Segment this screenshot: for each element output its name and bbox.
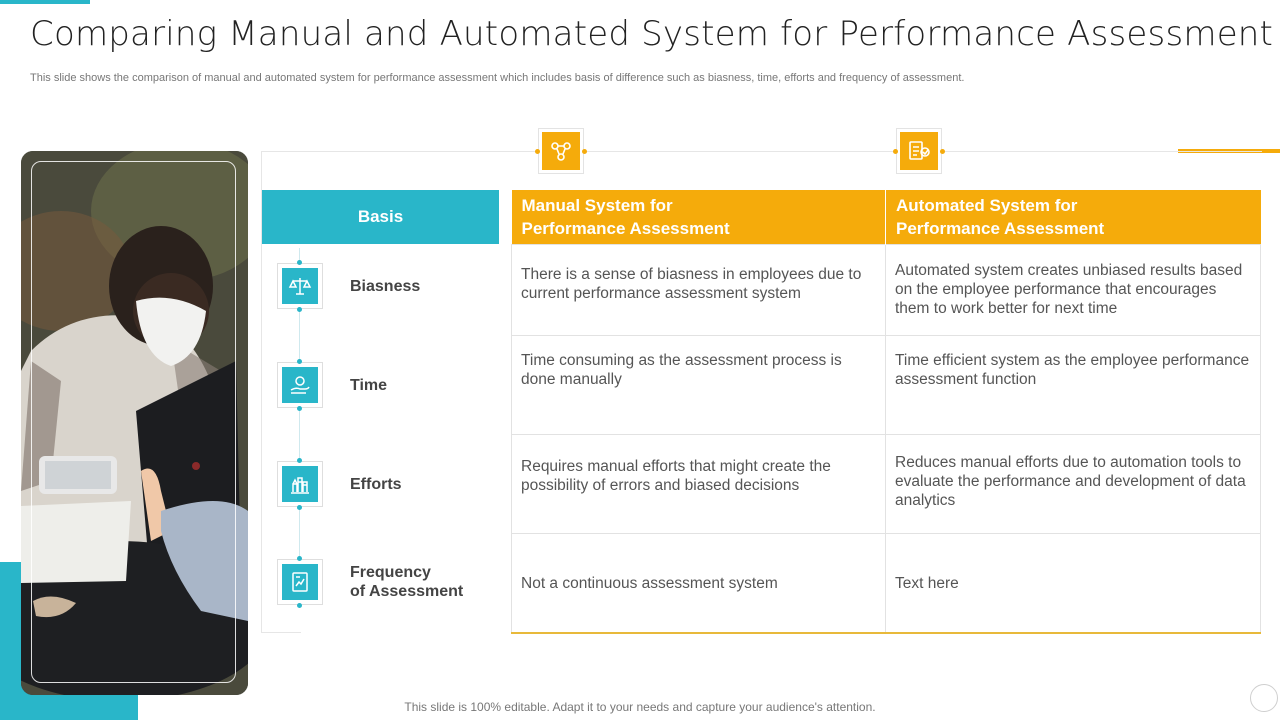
table-row	[512, 435, 1261, 534]
connector-dot	[582, 149, 587, 154]
table-row	[512, 245, 1261, 336]
scale-icon	[277, 263, 323, 309]
page-subtitle: This slide shows the comparison of manual and automated system for performance assessment which includes basis of difference such as biasness, time, efforts and frequency of assessment.	[30, 72, 965, 84]
connector-dot	[535, 149, 540, 154]
comparison-table	[511, 190, 1261, 634]
corner-circle-icon	[1250, 684, 1278, 712]
connector-dot	[893, 149, 898, 154]
hand-coin-icon	[277, 362, 323, 408]
report-icon	[277, 559, 323, 605]
automated-cell: Automated system creates unbiased results based on the employee performance that encourages them to work better for next time	[886, 245, 1261, 336]
manual-cell: Not a continuous assessment system	[512, 534, 886, 633]
timeline-dot	[297, 260, 302, 265]
automated-cell: Time efficient system as the employee performance assessment function	[886, 336, 1261, 435]
basis-label-frequency: Frequency of Assessment	[350, 564, 464, 600]
basis-label-biasness: Biasness	[350, 278, 421, 295]
basis-label-time: Time	[350, 377, 388, 394]
footer-note: This slide is 100% editable. Adapt it to your needs and capture your audience's attention.	[404, 700, 876, 714]
top-accent-line	[0, 0, 90, 4]
manual-cell: Requires manual efforts that might create the possibility of errors and biased decisions	[512, 435, 886, 534]
timeline-dot	[297, 505, 302, 510]
timeline-dot	[297, 307, 302, 312]
page-title: Comparing Manual and Automated System for Performance Assessment	[30, 14, 1274, 54]
timeline-dot	[297, 458, 302, 463]
manual-system-icon	[538, 128, 584, 174]
automated-system-icon	[896, 128, 942, 174]
connector-dot	[940, 149, 945, 154]
timeline-dot	[297, 556, 302, 561]
automated-column-header: Automated System for Performance Assessment	[886, 190, 1261, 245]
manual-column-header: Manual System for Performance Assessment	[512, 190, 886, 245]
manual-cell: Time consuming as the assessment process is done manually	[512, 336, 886, 435]
table-row	[512, 336, 1261, 435]
basis-header: Basis	[262, 190, 499, 244]
manual-cell: There is a sense of biasness in employees due to current performance assessment system	[512, 245, 886, 336]
panel-top-border	[262, 151, 1262, 152]
table-row	[512, 534, 1261, 633]
basis-label-efforts: Efforts	[350, 476, 402, 493]
timeline-dot	[297, 406, 302, 411]
automated-cell: Reduces manual efforts due to automation tools to evaluate the performance and development of data analytics	[886, 435, 1261, 534]
timeline-dot	[297, 359, 302, 364]
panel-bottom-border	[261, 632, 301, 633]
photo-frame	[31, 161, 236, 683]
automated-cell: Text here	[886, 534, 1261, 633]
chess-pieces-icon	[277, 461, 323, 507]
timeline-dot	[297, 603, 302, 608]
